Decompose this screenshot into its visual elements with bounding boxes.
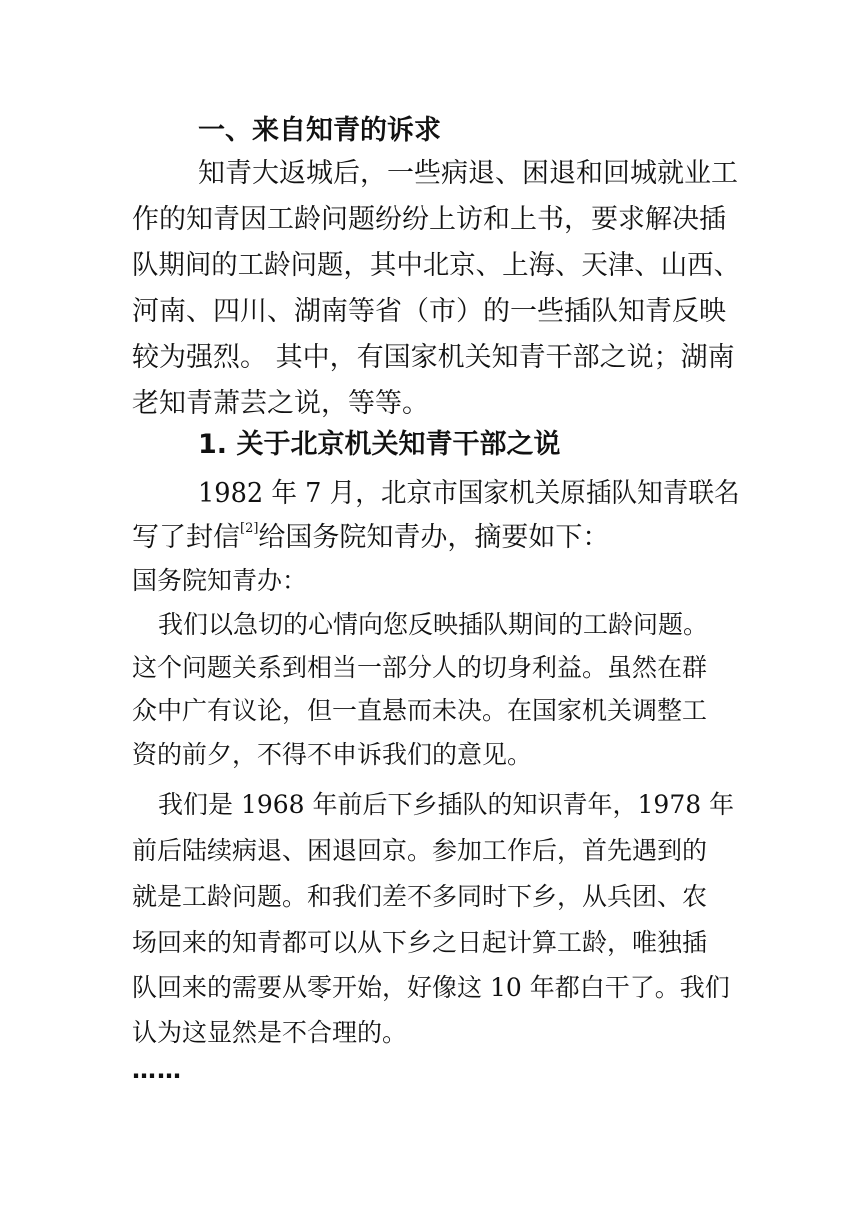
letter-p2-line-1: 我们是 1968 年前后下乡插队的知识青年，1978 年 bbox=[158, 790, 735, 819]
intro-line-3: 队期间的工龄问题，其中北京、上海、天津、山西、 bbox=[132, 250, 741, 281]
intro-line-4: 河南、四川、湖南等省（市）的一些插队知青反映 bbox=[132, 296, 726, 327]
letter-p2-line-2: 前后陆续病退、困退回京。参加工作后，首先遇到的 bbox=[132, 836, 708, 865]
intro-line-2: 作的知青因工龄问题纷纷上访和上书，要求解决插 bbox=[132, 204, 726, 235]
letter-p2-line-3: 就是工龄问题。和我们差不多同时下乡，从兵团、农 bbox=[132, 882, 708, 911]
footnote-reference[interactable]: [2] bbox=[240, 521, 259, 536]
subsection-heading: 1. 关于北京机关知青干部之说 bbox=[198, 429, 561, 460]
letter-p2-line-6: 认为这显然是不合理的。 bbox=[132, 1018, 408, 1047]
para-text-after-ref: 给国务院知青办，摘要如下： bbox=[258, 522, 610, 553]
ellipsis: …… bbox=[132, 1056, 182, 1084]
letter-p1-line-2: 这个问题关系到相当一部分人的切身利益。虽然在群 bbox=[132, 653, 708, 682]
intro-line-5: 较为强烈。 其中，有国家机关知青干部之说；湖南 bbox=[132, 342, 735, 373]
intro-line-6: 老知青萧芸之说，等等。 bbox=[132, 388, 429, 419]
letter-p1-line-4: 资的前夕，不得不申诉我们的意见。 bbox=[132, 740, 533, 769]
intro-line-1: 知青大返城后，一些病退、困退和回城就业工 bbox=[198, 158, 738, 189]
letter-p1-line-1: 我们以急切的心情向您反映插队期间的工龄问题。 bbox=[158, 610, 709, 639]
subsection-para-line-2 bbox=[132, 521, 610, 553]
letter-p2-line-4: 场回来的知青都可以从下乡之日起计算工龄，唯独插 bbox=[132, 928, 708, 957]
section-heading: 一、来自知青的诉求 bbox=[198, 115, 441, 146]
letter-p1-line-3: 众中广有议论，但一直悬而未决。在国家机关调整工 bbox=[132, 696, 708, 725]
para-text-before-ref: 写了封信 bbox=[132, 522, 240, 553]
subsection-para-line-1: 1982 年 7 月，北京市国家机关原插队知青联名 bbox=[198, 478, 740, 509]
letter-salutation: 国务院知青办： bbox=[132, 566, 308, 595]
letter-p2-line-5: 队回来的需要从零开始，好像这 10 年都白干了。我们 bbox=[132, 973, 730, 1002]
